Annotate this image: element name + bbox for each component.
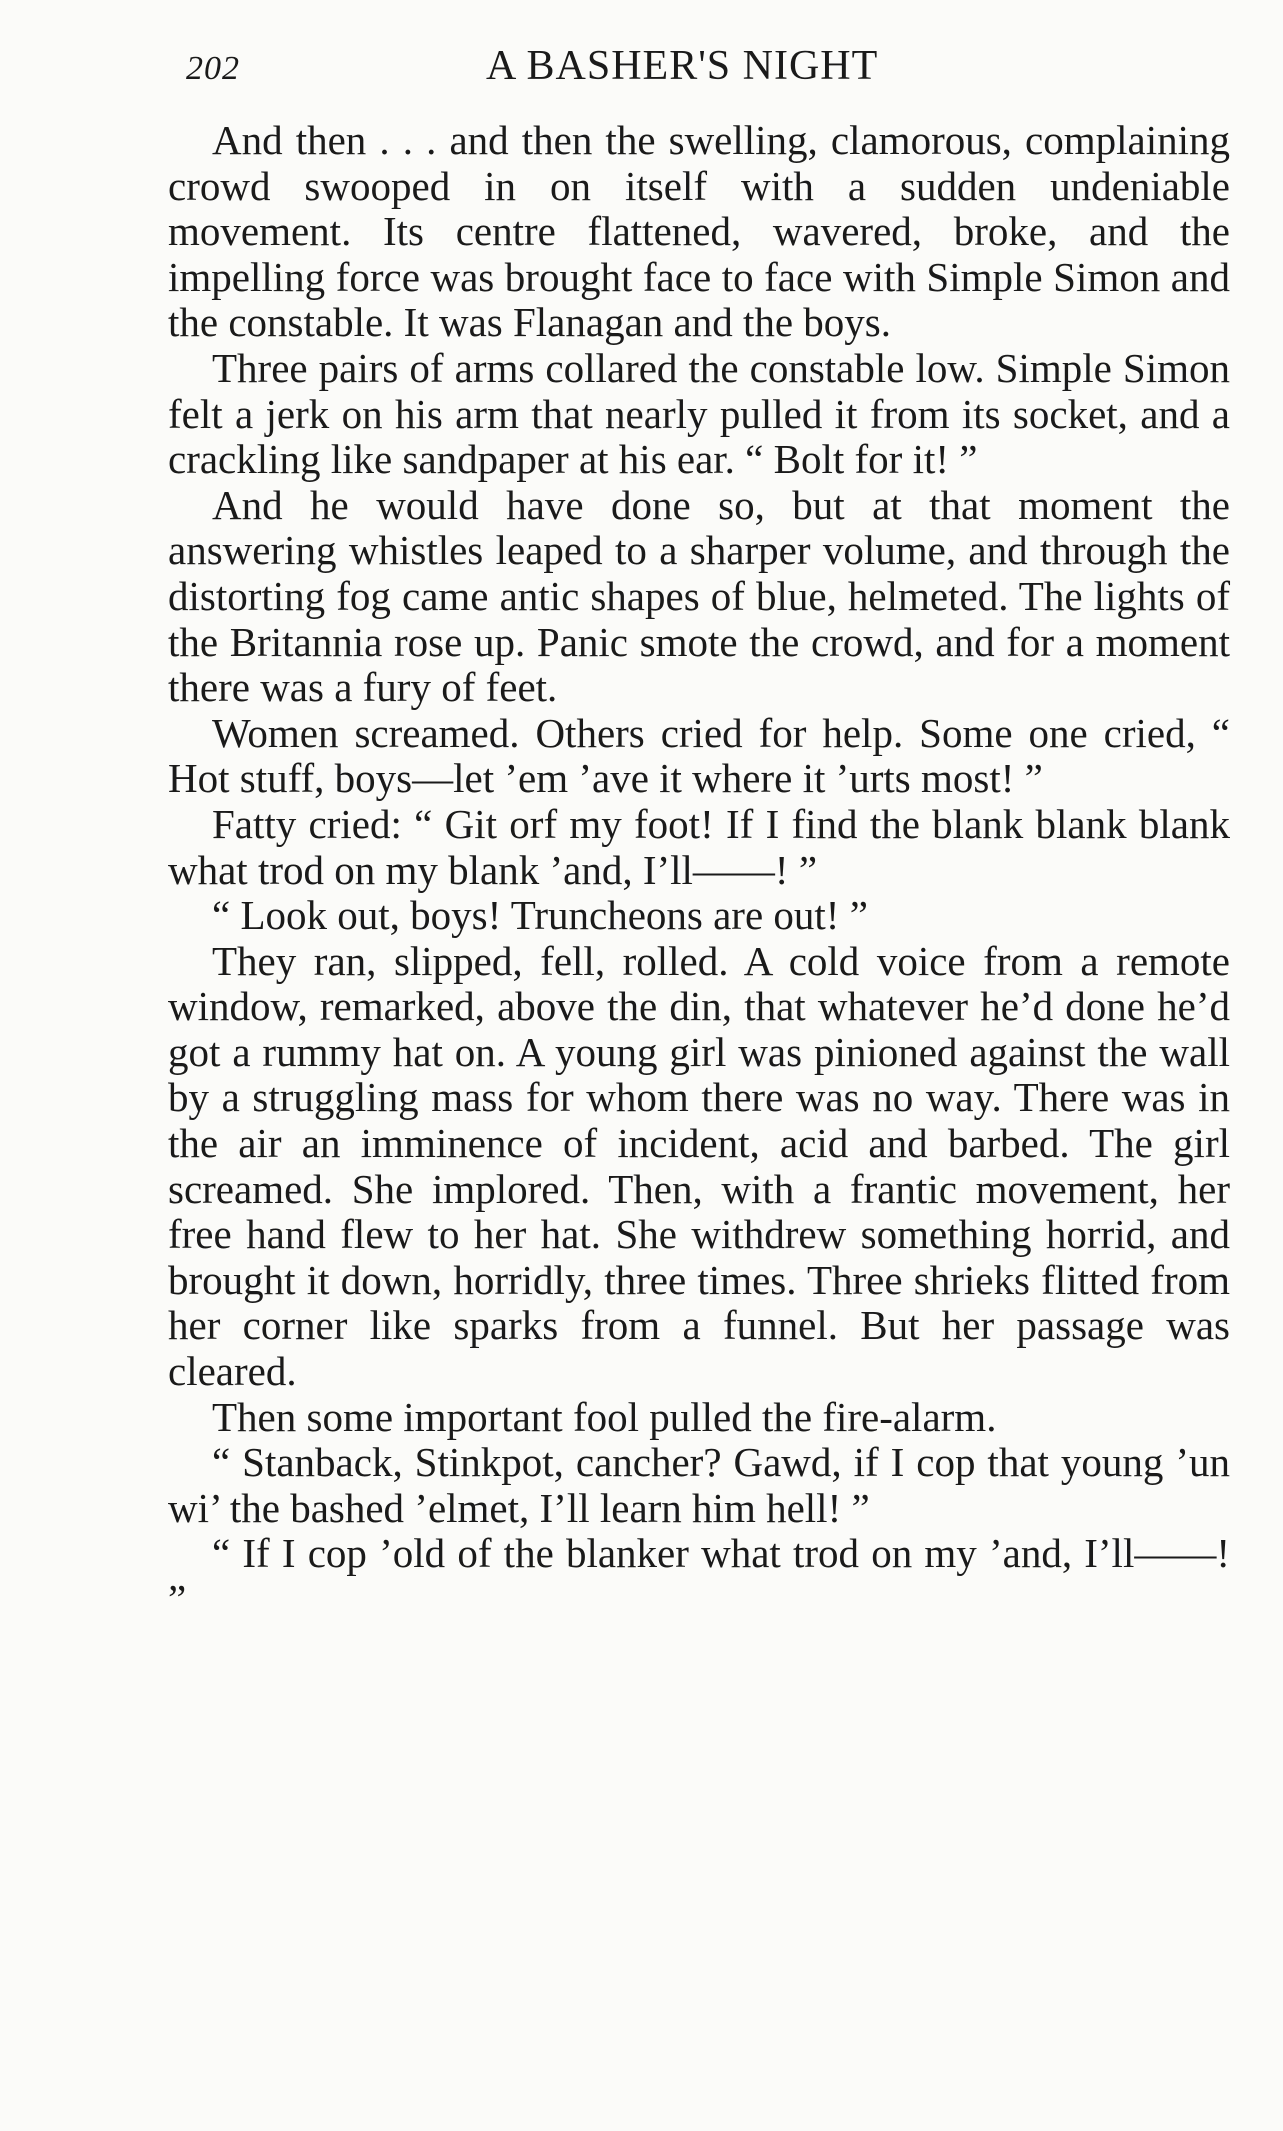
page-header [186, 40, 1236, 100]
paragraph: Three pairs of arms collared the constable low. Simple Simon felt a jerk on his arm that nearly pulled it from its socket, and a crackling like sandpaper at his ear. “ Bolt for it! ” [168, 344, 1230, 483]
running-head: A BASHER'S NIGHT [486, 43, 879, 89]
paragraph: And then . . . and then the swelling, clamorous, complaining crowd swooped in on itself with a sudden undeniable movement. Its centre flattened, wavered, broke, and the impelling force was brought face to face with Simple Simon and the constable. It was Flanagan and the boys. [168, 117, 1230, 346]
paragraph: “ Stanback, Stinkpot, cancher? Gawd, if I cop that young ’un wi’ the bashed ’elmet, I’ll learn him hell! ” [168, 1439, 1230, 1531]
paragraph: “ Look out, boys! Truncheons are out! ” [212, 892, 868, 939]
paragraph: They ran, slipped, fell, rolled. A cold voice from a remote window, remarked, above the din, that whatever he’d done he’d got a rummy hat on. A young girl was pinioned against the wall by a struggling mass for whom there was no way. There was in the air an imminence of incident, acid and barbed. The girl screamed. She implored. Then, with a frantic movement, her free hand flew to her hat. She withdrew something horrid, and brought it down, horridly, three times. Three shrieks flitted from her corner like sparks from a funnel. But her passage was cleared. [168, 937, 1230, 1395]
paragraph: Then some important fool pulled the fire-alarm. [212, 1393, 997, 1440]
paragraph: “ If I cop ’old of the blanker what trod on my ’and, I’ll——! ” [168, 1530, 1230, 1622]
page-body [168, 118, 1230, 1623]
paragraph: Women screamed. Others cried for help. Some one cried, “ Hot stuff, boys—let ’em ’ave it where it ’urts most! ” [168, 709, 1230, 802]
paragraph: And he would have done so, but at that moment the answering whistles leaped to a sharper volume, and through the distorting fog came antic shapes of blue, helmeted. The lights of the Britannia rose up. Panic smote the crowd, and for a moment there was a fury of feet. [168, 481, 1230, 711]
page-number: 202 [186, 50, 240, 87]
paragraph: Fatty cried: “ Git orf my foot! If I find the blank blank blank what trod on my blank ’and, I’ll——! ” [168, 800, 1230, 893]
